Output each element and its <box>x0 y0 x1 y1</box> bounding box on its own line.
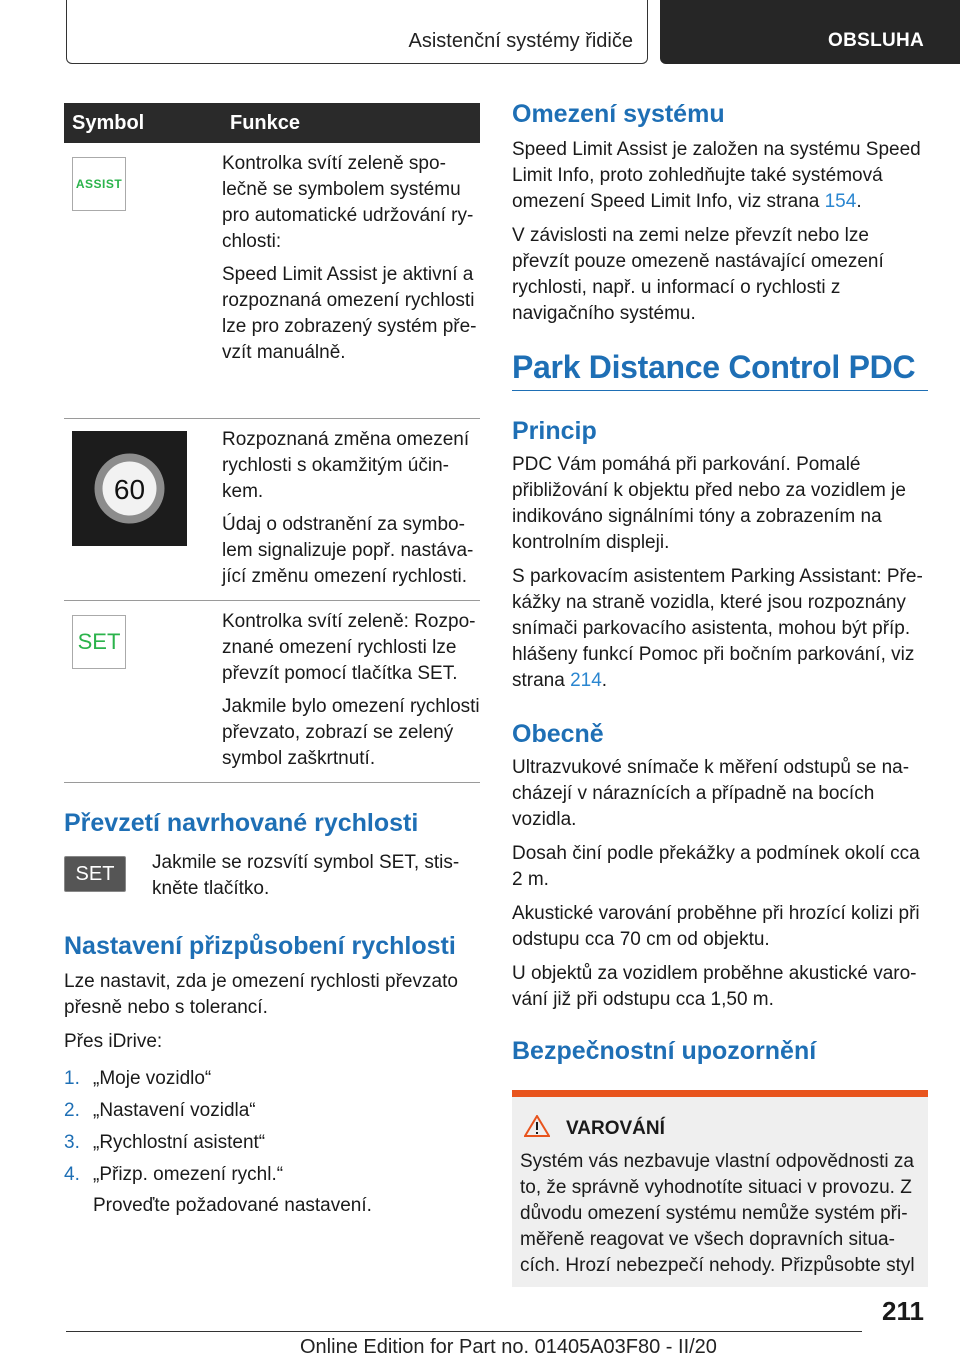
step-text: „Rychlostní asistent“ <box>93 1132 266 1153</box>
function-text: Kontrolka svítí zeleně společně se symbolem systému pro automatické udržování rychlosti: <box>222 153 474 252</box>
step-number: 1. <box>64 1068 80 1089</box>
limits-text: Speed Limit Assist je založen na systému Speed Limit Info, proto zohledňujte také systémová omezení Speed Limit Info, viz strana <box>512 139 921 212</box>
step-number: 2. <box>64 1100 80 1121</box>
symbol-cell <box>64 601 212 783</box>
header-chapter-tab <box>660 0 960 64</box>
general-heading: Obecně <box>512 720 604 748</box>
warning-triangle-icon <box>524 1115 554 1143</box>
page-link-214[interactable]: 214 <box>570 670 602 691</box>
table-row <box>64 419 480 601</box>
symbol-cell <box>64 143 212 419</box>
adjust-paragraph: Přes iDrive: <box>64 1031 163 1052</box>
step-text: „Moje vozidlo“ <box>93 1068 212 1089</box>
set-icon <box>72 615 126 669</box>
table-row <box>64 143 480 419</box>
principle-text: S parkovacím asistentem Parking Assistant: Překážky na straně vozidla, které jsou rozpoznány snímači parkovacího asistenta, mohou být příp. hlášeny funkcí Pomoc při bočním parkování, viz strana <box>512 566 923 691</box>
page-link-154[interactable]: 154 <box>824 191 857 212</box>
adjust-paragraph: Lze nastavit, zda je omezení rychlosti převzato přesně nebo s tolerancí. <box>64 971 458 1018</box>
header-section-box <box>66 0 648 64</box>
list-item <box>64 1095 480 1127</box>
idrive-steps <box>64 1063 480 1191</box>
limits-text-end: . <box>856 191 862 212</box>
warning-label: VAROVÁNÍ <box>566 1118 665 1139</box>
step-text: „Přizp. omezení rychl.“ <box>93 1164 284 1185</box>
footer-divider <box>66 1331 862 1332</box>
set-icon-label: SET <box>77 629 121 654</box>
general-paragraph: Akustické varování proběhne při hrozící kolizi při odstupu cca 70 cm od objektu. <box>512 903 920 950</box>
general-paragraph: Dosah činí podle překážky a podmínek okolí cca 2 m. <box>512 843 920 890</box>
function-cell <box>212 143 480 419</box>
table-header-symbol: Symbol <box>64 103 212 143</box>
step-text: „Nastavení vozidla“ <box>93 1100 256 1121</box>
step-number: 3. <box>64 1132 80 1153</box>
function-text: Speed Limit Assist je aktivní a rozpoznaná omezení rychlosti lze pro zobrazený systém převzít manuálně. <box>222 264 477 363</box>
principle-text-end: . <box>601 670 608 691</box>
footer-text: Online Edition for Part no. 01405A03F80 - II/20 <box>300 1336 717 1358</box>
header-section-title: Asistenční systémy řidiče <box>408 30 633 52</box>
table-row <box>64 601 480 783</box>
symbol-cell <box>64 419 212 601</box>
limits-heading: Omezení systému <box>512 100 725 128</box>
adjust-heading: Nastavení přizpůsobení rychlosti <box>64 932 456 960</box>
adjust-final: Proveďte požadované nastavení. <box>93 1195 372 1216</box>
right-column <box>512 100 928 1287</box>
function-cell <box>212 419 480 601</box>
takeover-heading: Převzetí navrhované rychlosti <box>64 809 419 837</box>
function-text: Jakmile bylo omezení rychlosti převzato, zobrazí se zelený symbol zaškrtnutí. <box>222 696 480 769</box>
left-column <box>64 103 480 1227</box>
function-cell <box>212 601 480 783</box>
function-text: Kontrolka svítí zeleně: Rozpoznané omezení rychlosti lze převzít pomocí tlačítka SET. <box>222 611 476 684</box>
general-paragraph: U objektů za vozidlem proběhne akustické varování již při odstupu cca 1,50 m. <box>512 963 917 1010</box>
page-number: 211 <box>882 1296 924 1326</box>
function-text: Rozpoznaná změna omezení rychlosti s okamžitým účinkem. <box>222 429 470 502</box>
principle-paragraph: PDC Vám pomáhá při parkování. Pomalé přibližování k objektu před nebo za vozidlem je indikováno signálními tóny a zobrazením na kontrolním displeji. <box>512 454 906 553</box>
limits-paragraph <box>512 137 928 215</box>
step-number: 4. <box>64 1164 80 1185</box>
principle-paragraph <box>512 564 928 694</box>
assist-icon-label: ASSIST <box>75 177 123 191</box>
speed-limit-60-icon <box>72 431 187 546</box>
speed-limit-value: 60 <box>113 474 146 505</box>
list-item <box>64 1127 480 1159</box>
warning-text: Systém vás nezbavuje vlastní odpovědnosti za to, že správně vyhodnotíte situaci v provozu. Z důvodu omezení systému nemůže systém přiměřeně reagovat ve všech dopravních situacích. Hrozí nebezpečí nehody. Přizpůsobte styl <box>520 1151 915 1276</box>
warning-header <box>520 1115 920 1143</box>
table-header-function: Funkce <box>212 103 480 143</box>
principle-heading: Princip <box>512 417 597 445</box>
list-item <box>64 1159 480 1191</box>
set-button-icon <box>64 856 126 892</box>
set-button-label: SET <box>75 862 115 885</box>
limits-paragraph: V závislosti na zemi nelze převzít nebo lze převzít pouze omezeně nastávající omezení rychlosti, např. u informací o rychlosti z navigačního systému. <box>512 225 884 324</box>
header-chapter-title: OBSLUHA <box>828 30 925 51</box>
set-button-cell <box>64 850 152 902</box>
pdc-title: Park Distance Control PDC <box>512 349 928 391</box>
takeover-text: Jakmile se rozsvítí symbol SET, stiskněte tlačítko. <box>152 852 460 899</box>
general-paragraph: Ultrazvukové snímače k měření odstupů se nacházejí v náraznících a případně na bocích vozidla. <box>512 757 910 830</box>
safety-heading: Bezpečnostní upozornění <box>512 1037 817 1065</box>
assist-icon <box>72 157 126 211</box>
function-text: Údaj o odstranění za symbolem signalizuje popř. nastávající změnu omezení rychlosti. <box>222 514 474 587</box>
list-item <box>64 1063 480 1095</box>
symbol-table <box>64 103 480 783</box>
warning-box <box>512 1090 928 1287</box>
table-header-row <box>64 103 480 143</box>
takeover-block <box>64 850 480 902</box>
